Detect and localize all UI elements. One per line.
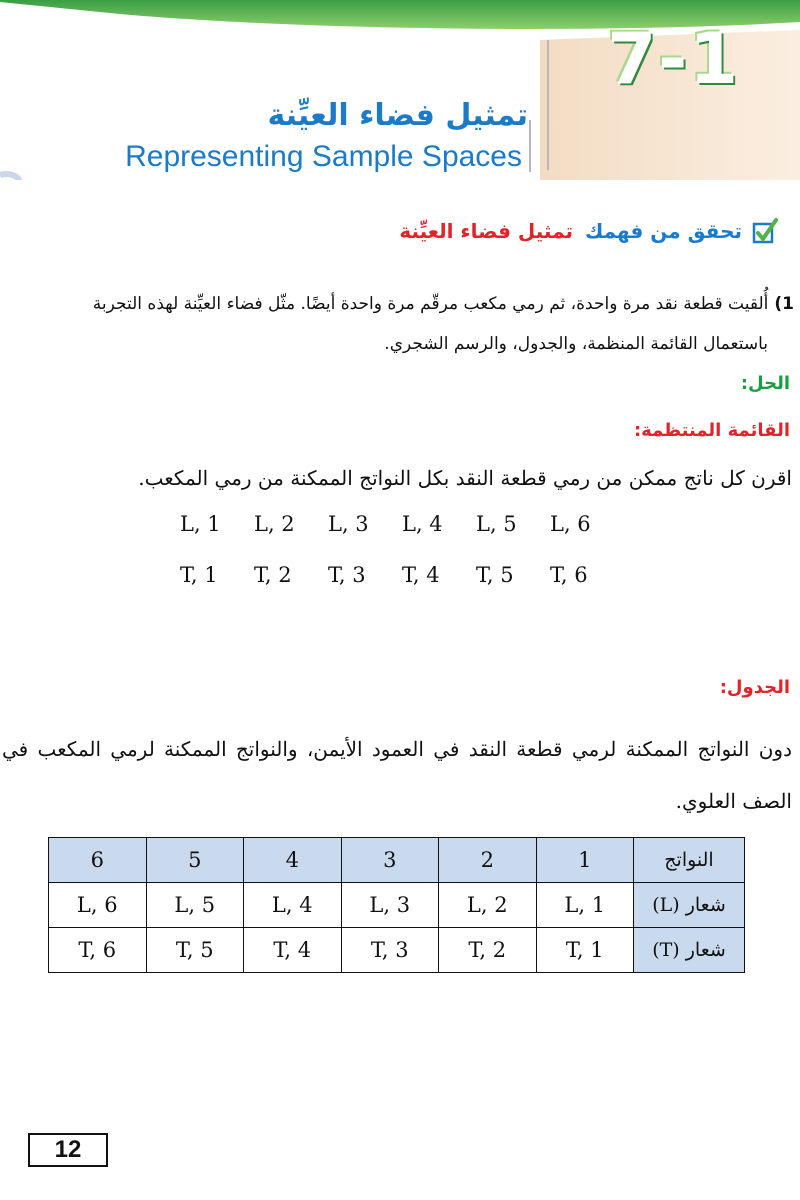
solution-label: الحل: bbox=[740, 373, 790, 394]
table-cell: T, 5 bbox=[146, 928, 244, 973]
table-header-cell: النواتج bbox=[634, 838, 745, 883]
table-label: الجدول: bbox=[719, 677, 790, 698]
question-number: 1) bbox=[774, 294, 794, 314]
table-header-cell: 6 bbox=[49, 838, 147, 883]
page-number: 12 bbox=[28, 1133, 108, 1167]
table-cell: L, 2 bbox=[439, 883, 537, 928]
outcome-item: T, 1 bbox=[180, 563, 218, 587]
table-header-cell: 2 bbox=[439, 838, 537, 883]
table-cell: L, 1 bbox=[536, 883, 634, 928]
outcome-item: T, 3 bbox=[328, 563, 366, 587]
organized-list-instruction: اقرن كل ناتج ممكن من رمي قطعة النقد بكل النواتج الممكنة من رمي المكعب. bbox=[138, 466, 792, 490]
outcomes-table bbox=[48, 837, 745, 973]
question-line-2: باستعمال القائمة المنظمة، والجدول، والرسم الشجري. bbox=[384, 334, 768, 354]
table-cell: T, 3 bbox=[341, 928, 439, 973]
organized-list-label: القائمة المنتظمة: bbox=[633, 420, 790, 441]
table-cell: L, 5 bbox=[146, 883, 244, 928]
table-header-cell: 5 bbox=[146, 838, 244, 883]
table-cell: L, 4 bbox=[244, 883, 342, 928]
table-header-row bbox=[49, 838, 745, 883]
table-row bbox=[49, 928, 745, 973]
question-line-1: أُلقيت قطعة نقد مرة واحدة، ثم رمي مكعب مرقّم مرة واحدة أيضًا. مثّل فضاء العيِّنة لهذه التجربة bbox=[92, 294, 769, 314]
outcome-item: L, 6 bbox=[550, 512, 591, 536]
outcome-item: T, 6 bbox=[550, 563, 588, 587]
outcome-item: T, 2 bbox=[254, 563, 292, 587]
check-understanding-heading bbox=[399, 218, 778, 244]
outcomes-row-t bbox=[180, 563, 610, 587]
lesson-title-english: Representing Sample Spaces bbox=[125, 140, 522, 173]
outcome-item: T, 4 bbox=[402, 563, 440, 587]
lesson-title-arabic: تمثيل فضاء العيِّنة bbox=[267, 98, 528, 133]
check-title: تحقق من فهمك bbox=[585, 219, 742, 243]
outcome-item: L, 2 bbox=[254, 512, 295, 536]
table-cell: T, 6 bbox=[49, 928, 147, 973]
table-cell: L, 6 bbox=[49, 883, 147, 928]
checkmark-icon bbox=[752, 218, 778, 244]
table-header-cell: 3 bbox=[341, 838, 439, 883]
outcome-item: L, 1 bbox=[180, 512, 221, 536]
outcomes-row-l bbox=[180, 512, 610, 536]
table-cell: L, 3 bbox=[341, 883, 439, 928]
table-header-cell: 1 bbox=[536, 838, 634, 883]
table-cell: T, 1 bbox=[536, 928, 634, 973]
table-row bbox=[49, 883, 745, 928]
table-cell: شعار (L) bbox=[634, 883, 745, 928]
table-header-cell: 4 bbox=[244, 838, 342, 883]
table-instruction: دون النواتج الممكنة لرمي قطعة النقد في العمود الأيمن، والنواتج الممكنة لرمي المكعب في الصف العلوي. bbox=[2, 737, 792, 813]
table-cell: شعار (T) bbox=[634, 928, 745, 973]
outcome-item: L, 3 bbox=[328, 512, 369, 536]
question-1 bbox=[0, 284, 794, 364]
lesson-number: 7-1 bbox=[607, 18, 740, 100]
outcome-item: L, 4 bbox=[402, 512, 443, 536]
check-subtitle: تمثيل فضاء العيِّنة bbox=[399, 219, 574, 243]
outcome-item: L, 5 bbox=[476, 512, 517, 536]
outcome-item: T, 5 bbox=[476, 563, 514, 587]
table-cell: T, 2 bbox=[439, 928, 537, 973]
table-cell: T, 4 bbox=[244, 928, 342, 973]
